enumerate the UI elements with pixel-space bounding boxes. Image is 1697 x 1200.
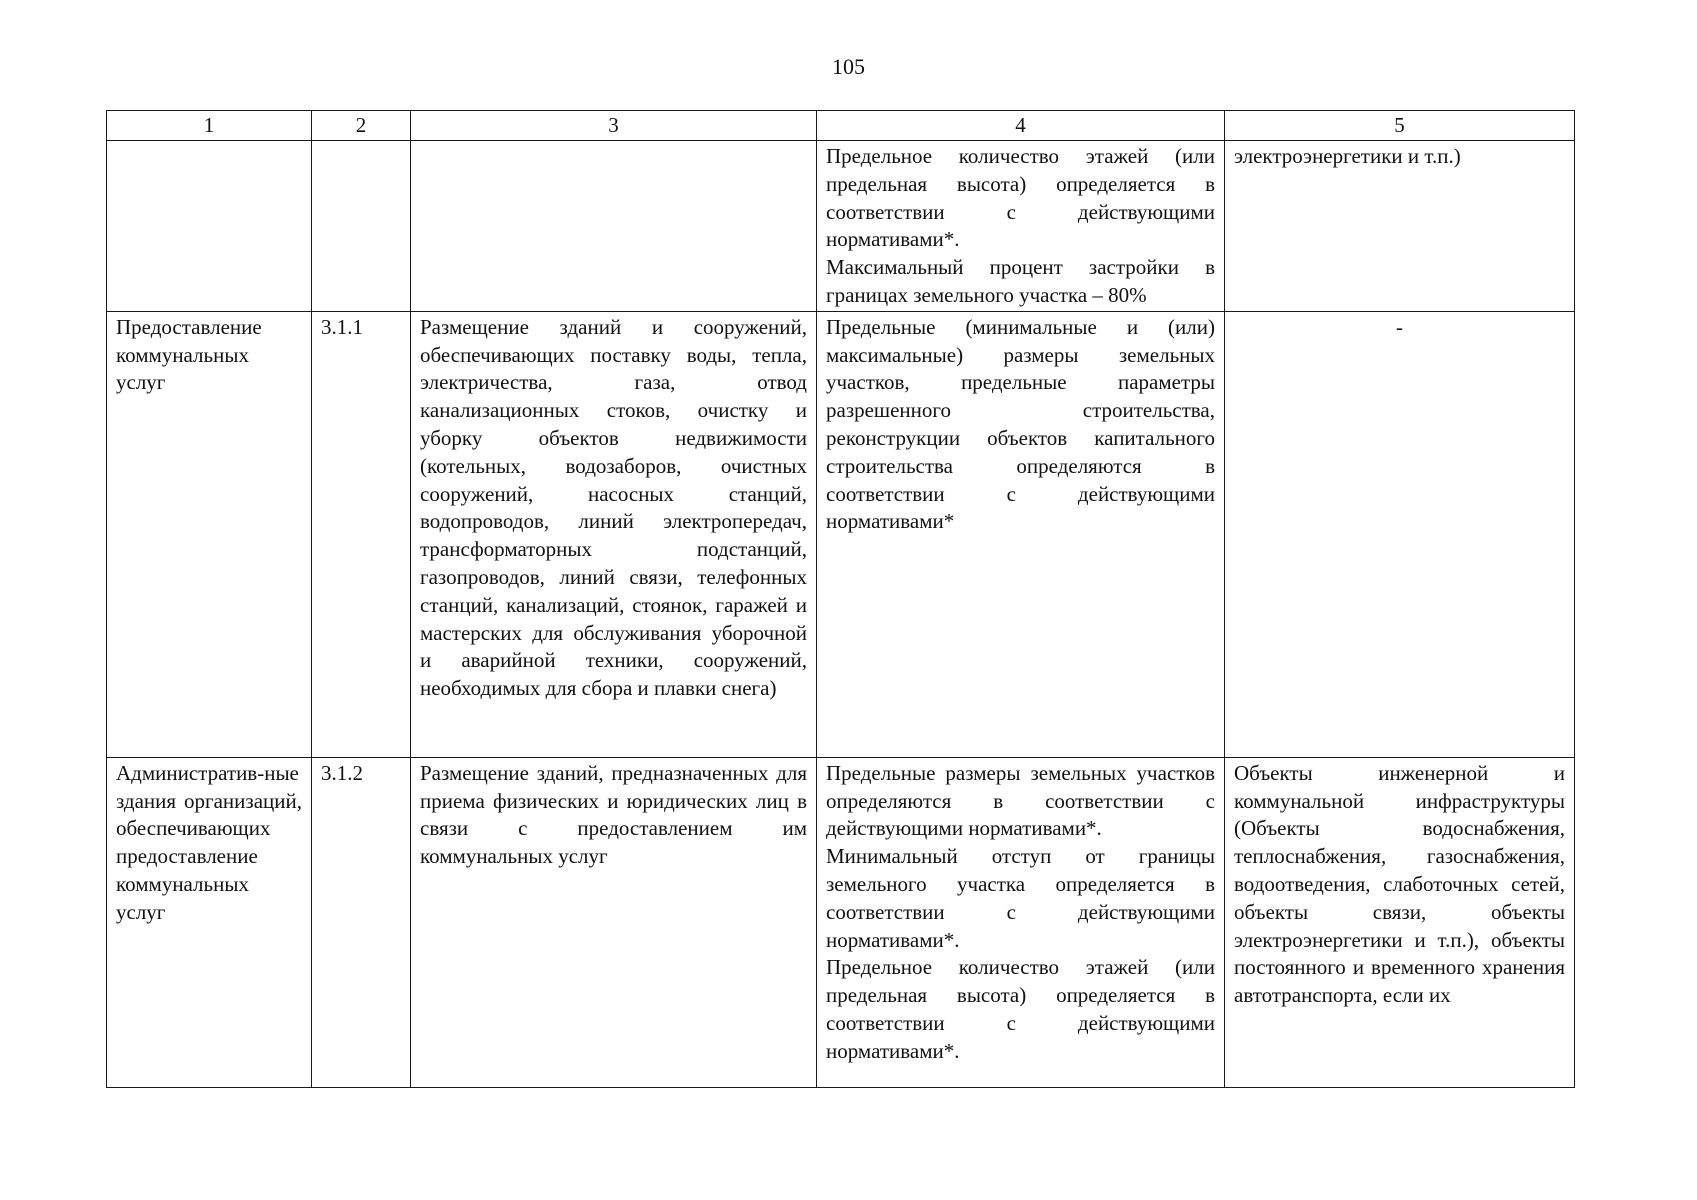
table-row (107, 141, 1575, 312)
use-type-name (107, 141, 312, 312)
table-row (107, 311, 1575, 757)
use-type-code: 3.1.2 (312, 757, 411, 1087)
use-type-name: Предоставление коммунальных услуг (107, 311, 312, 757)
header-col-2: 2 (312, 111, 411, 141)
construction-parameters (817, 141, 1225, 312)
use-type-description (411, 141, 817, 312)
parameter-paragraph: Предельное количество этажей (или предельная высота) определяется в соответствии с действующими нормативами*. (826, 955, 1215, 1063)
header-col-5: 5 (1225, 111, 1575, 141)
table-header-row (107, 111, 1575, 141)
header-col-4: 4 (817, 111, 1225, 141)
restrictions: - (1225, 311, 1575, 757)
construction-parameters (817, 311, 1225, 757)
parameter-paragraph: Максимальный процент застройки в границах земельного участка – 80% (826, 255, 1215, 307)
restrictions: Объекты инженерной и коммунальной инфраструктуры (Объекты водоснабжения, теплоснабжения, газоснабжения, водоотведения, слаботочных сетей, объекты связи, объекты электроэнергетики и т.п.), объекты постоянного и временного хранения автотранспорта, если их (1225, 757, 1575, 1087)
construction-parameters (817, 757, 1225, 1087)
parameter-paragraph: Предельные (минимальные и (или) максимальные) размеры земельных участков, предельные параметры разрешенного строительства, реконструкции объектов капитального строительства определяются в соответствии с действующими нормативами* (826, 314, 1215, 534)
parameter-paragraph: Предельные размеры земельных участков определяются в соответствии с действующими нормативами*. (826, 760, 1215, 841)
zoning-regulations-table (106, 110, 1575, 1088)
restrictions: электроэнергетики и т.п.) (1225, 141, 1575, 312)
parameter-paragraph: Минимальный отступ от границы земельного участка определяется в соответствии с действующими нормативами*. (826, 844, 1215, 952)
parameter-paragraph: Предельное количество этажей (или предельная высота) определяется в соответствии с действующими нормативами*. (826, 144, 1215, 252)
header-col-1: 1 (107, 111, 312, 141)
use-type-code: 3.1.1 (312, 311, 411, 757)
use-type-description: Размещение зданий, предназначенных для приема физических и юридических лиц в связи с предоставлением им коммунальных услуг (411, 757, 817, 1087)
page-number: 105 (832, 54, 865, 79)
use-type-name: Административ-ные здания организаций, обеспечивающих предоставление коммунальных услуг (107, 757, 312, 1087)
header-col-3: 3 (411, 111, 817, 141)
use-type-description: Размещение зданий и сооружений, обеспечивающих поставку воды, тепла, электричества, газа, отвод канализационных стоков, очистку и уборку объектов недвижимости (котельных, водозаборов, очистных сооружений, насосных станций, водопроводов, линий электропередач, трансформаторных подстанций, газопроводов, линий связи, телефонных станций, канализаций, стоянок, гаражей и мастерских для обслуживания уборочной и аварийной техники, сооружений, необходимых для сбора и плавки снега) (411, 311, 817, 757)
table-row (107, 757, 1575, 1087)
use-type-code (312, 141, 411, 312)
